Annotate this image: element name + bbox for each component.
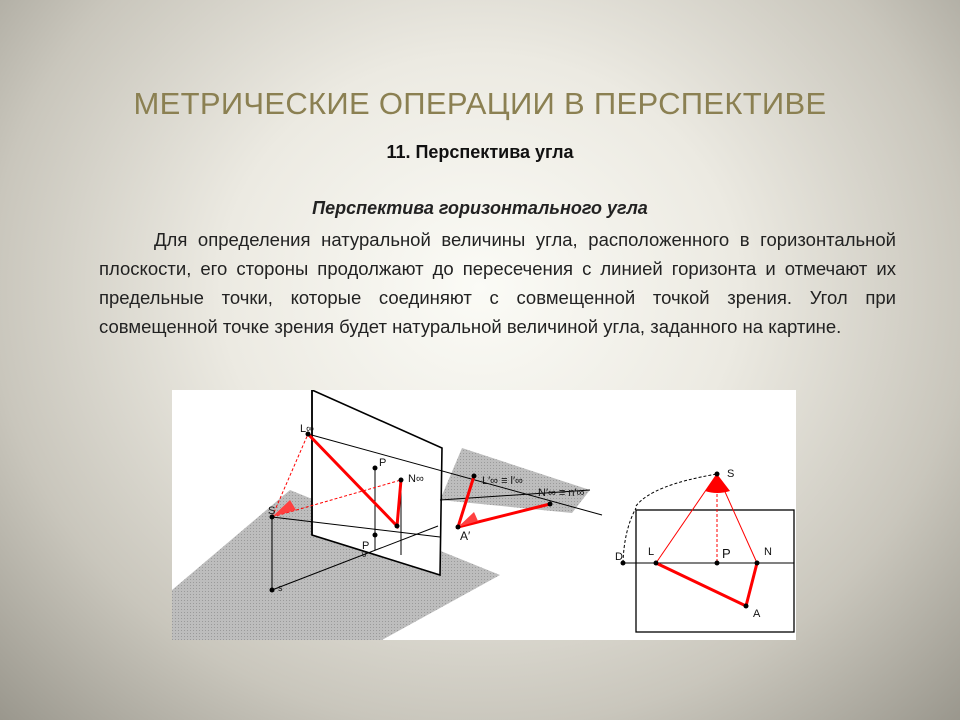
label-d: D [615,551,623,563]
label-p: P [379,457,387,469]
label-n-right: N [764,546,772,558]
label-p-right: P [722,546,731,561]
label-l-eq: L′∞ ≡ l′∞ [482,475,523,487]
slide-title: МЕТРИЧЕСКИЕ ОПЕРАЦИИ В ПЕРСПЕКТИВЕ [133,86,827,121]
label-a-right: A [753,608,761,620]
arc-dashed-lower [623,508,636,563]
label-n-eq: N′∞ ≡ n′∞ [538,487,585,499]
label-a-prime: A′ [460,529,471,543]
figure-drawing [172,390,796,640]
body-paragraph: Для определения натуральной величины угла, расположенного в горизонтальной плоскости, его стороны продолжают до пересечения с линией горизонта и отмечают их предельные точки, которые соединяют с совмещенной точкой зрения. Угол при совмещенной точке зрения будет натуральной величиной угла, заданного на картине. [99,229,896,337]
label-p0-sub: 0 [362,550,367,559]
label-p0: P [362,540,370,552]
section-subtitle: 11. Перспектива угла [386,142,574,162]
label-n-inf: N∞ [408,473,424,485]
label-s-small: s [278,583,283,593]
arc-dashed [636,474,717,506]
label-l-inf: L∞ [300,423,314,435]
right-frame [636,510,794,632]
label-s-right: S [727,468,735,480]
label-s-left: S [268,505,276,517]
label-l-right: L [648,546,655,558]
points-right [621,472,760,609]
topic-heading: Перспектива горизонтального угла [312,198,648,218]
angle-red-right [656,563,757,606]
perspective-angle-figure [172,390,796,640]
